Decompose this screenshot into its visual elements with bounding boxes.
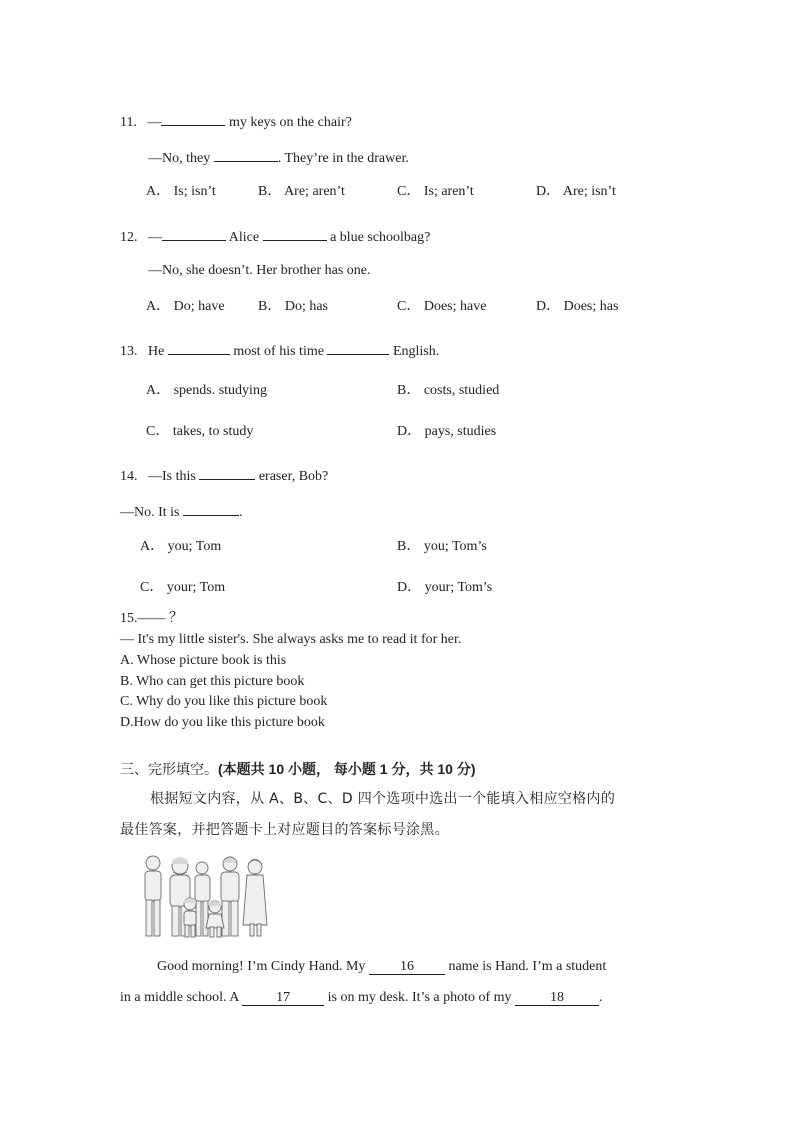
q14-reply xyxy=(120,501,243,522)
q13-mid: most of his time xyxy=(233,344,324,359)
q12-option-b[interactable]: B． Do; has xyxy=(258,299,328,314)
q13-option-a[interactable]: A． spends. studying xyxy=(146,383,267,398)
q12-blank-2[interactable] xyxy=(263,226,327,241)
q11-blank-2[interactable] xyxy=(214,147,278,162)
q14-stem-start: —Is this xyxy=(148,469,196,484)
q12-stem xyxy=(120,226,430,247)
q12-stem-end: a blue schoolbag? xyxy=(330,230,431,245)
blank-18-number: 18 xyxy=(550,990,565,1005)
q14-reply-end: . xyxy=(239,505,243,520)
q12-dash: — xyxy=(148,230,162,245)
q15-stem: 15.—— ？ xyxy=(120,611,183,626)
q12-option-c[interactable]: C． Does; have xyxy=(397,299,487,314)
q14-option-a[interactable]: A． you; Tom xyxy=(140,539,222,554)
q11-stem xyxy=(120,111,352,132)
q11-stem-text: my keys on the chair? xyxy=(228,115,352,130)
q11-number: 11. xyxy=(120,115,137,130)
q15-option-d[interactable]: D.How do you like this picture book xyxy=(120,715,325,730)
q13-option-d[interactable]: D． pays, studies xyxy=(397,424,497,439)
q11-blank-1[interactable] xyxy=(161,111,225,126)
passage-line-1-end: name is Hand. I’m a student xyxy=(448,959,607,974)
passage-blank-18[interactable] xyxy=(515,991,599,1006)
q14-reply-start: —No. It is xyxy=(120,505,180,520)
q14-option-b[interactable]: B． you; Tom’s xyxy=(397,539,487,554)
section-3-heading xyxy=(120,760,475,779)
q15-option-b[interactable]: B. Who can get this picture book xyxy=(120,674,305,689)
passage-line-1 xyxy=(157,958,606,976)
passage-line-2-start: in a middle school. A xyxy=(120,990,239,1005)
passage-line-1-start: Good morning! I’m Cindy Hand. My xyxy=(157,959,366,974)
q11-reply-start: —No, they xyxy=(148,151,211,166)
q13-option-c[interactable]: C． takes, to study xyxy=(146,424,254,439)
q12-option-a[interactable]: A． Do; have xyxy=(146,299,225,314)
blank-17-number: 17 xyxy=(276,990,291,1005)
q11-reply-end: . They’re in the drawer. xyxy=(277,151,409,166)
q15-reply: — It's my little sister's. She always asks me to read it for her. xyxy=(120,632,462,647)
q12-reply: —No, she doesn’t. Her brother has one. xyxy=(148,263,371,278)
q12-number: 12. xyxy=(120,230,138,245)
q12-blank-1[interactable] xyxy=(162,226,226,241)
q11-option-c[interactable]: C． Is; aren’t xyxy=(397,184,474,199)
q14-number: 14. xyxy=(120,469,138,484)
section-3-instruction-2: 最佳答案，并把答题卡上对应题目的答案标号涂黑。 xyxy=(120,822,449,838)
q15-option-a[interactable]: A. Whose picture book is this xyxy=(120,653,287,668)
q13-blank-2[interactable] xyxy=(327,340,389,355)
q11-option-b[interactable]: B． Are; aren’t xyxy=(258,184,345,199)
q11-option-d[interactable]: D． Are; isn’t xyxy=(536,184,616,199)
passage-line-2 xyxy=(120,989,603,1007)
q13-option-b[interactable]: B． costs, studied xyxy=(397,383,500,398)
section-3-instruction-1: 根据短文内容，从 A、B、C、D 四个选项中选出一个能填入相应空格内的 xyxy=(150,791,616,807)
q13-blank-1[interactable] xyxy=(168,340,230,355)
q14-stem xyxy=(120,465,328,486)
q13-subject: He xyxy=(148,344,165,359)
passage-blank-17[interactable] xyxy=(242,991,324,1006)
passage-line-2-end: . xyxy=(599,990,603,1005)
q13-stem-end: English. xyxy=(392,344,440,359)
family-illustration xyxy=(140,852,272,942)
q15-option-c[interactable]: C. Why do you like this picture book xyxy=(120,694,328,709)
blank-16-number: 16 xyxy=(399,959,414,974)
q13-stem xyxy=(120,340,439,361)
q12-option-d[interactable]: D． Does; has xyxy=(536,299,619,314)
passage-line-2-mid: is on my desk. It’s a photo of my xyxy=(327,990,512,1005)
q14-blank-1[interactable] xyxy=(199,465,255,480)
q14-stem-end: eraser, Bob? xyxy=(258,469,329,484)
passage-blank-16[interactable] xyxy=(369,960,445,975)
q11-dash: — xyxy=(147,115,162,130)
q14-option-c[interactable]: C． your; Tom xyxy=(140,580,226,595)
section-3-title: 三、完形填空。 xyxy=(120,762,218,778)
section-3-scoring: (本题共 10 小题， 每小题 1 分，共 10 分) xyxy=(218,761,476,777)
q14-option-d[interactable]: D． your; Tom’s xyxy=(397,580,493,595)
q12-subject: Alice xyxy=(228,230,260,245)
q14-blank-2[interactable] xyxy=(183,501,239,516)
q13-number: 13. xyxy=(120,344,138,359)
q11-option-a[interactable]: A． Is; isn’t xyxy=(146,184,216,199)
q11-reply xyxy=(148,147,409,168)
